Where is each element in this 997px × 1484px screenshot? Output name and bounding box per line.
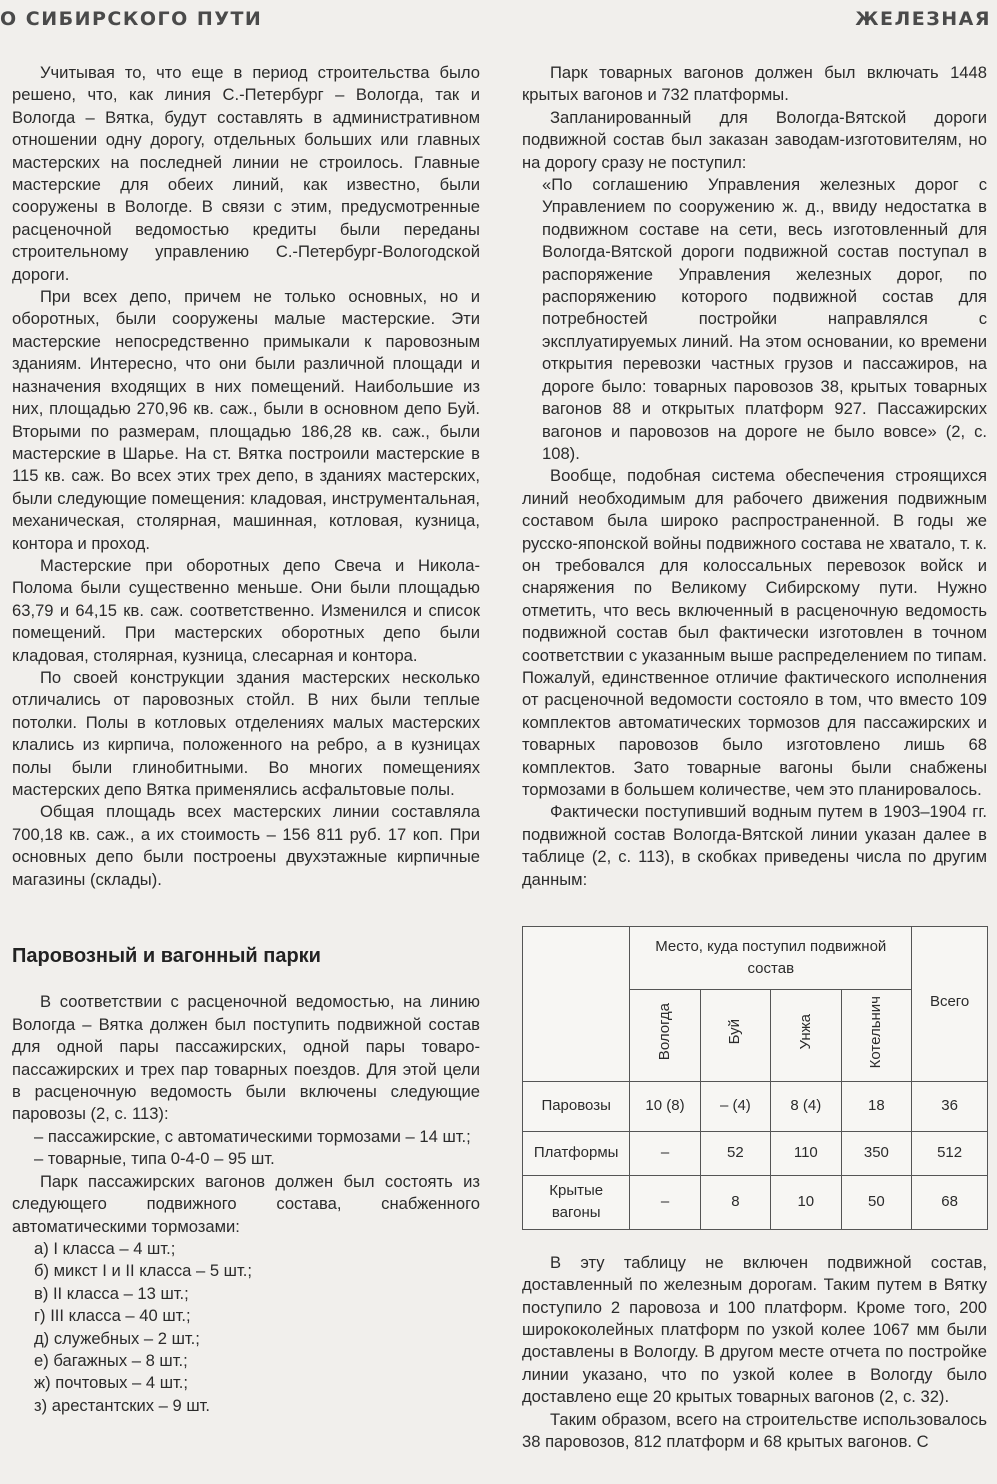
paragraph: По своей конструкции здания мастерских несколько отличались от паровозных стойл. В них были теплые потолки. Полы в котловых отделениях малых мастерских клались из кирпича, положенного на ребро, а в кузницах полы были глинобитными. Во многих помещениях мастерских депо Вятка применялись асфальтовые полы. bbox=[12, 667, 480, 799]
table-row bbox=[523, 1176, 988, 1230]
wagon-class-list bbox=[12, 1238, 480, 1417]
table-cell: 512 bbox=[912, 1132, 988, 1176]
table-row-label: Паровозы bbox=[523, 1082, 630, 1132]
table-row bbox=[523, 1082, 988, 1132]
table-cell: 8 bbox=[700, 1176, 770, 1230]
table-cell: 18 bbox=[841, 1082, 912, 1132]
list-item: – пассажирские, с автоматическими тормозами – 14 шт.; bbox=[34, 1126, 471, 1146]
table-cell: – bbox=[630, 1132, 700, 1176]
paragraph: Мастерские при оборотных депо Свеча и Никола-Полома были существенно меньше. Они были площадью 63,79 и 64,15 кв. саж. соответственно. Изменился и список помещений. При мастерских оборотных депо были кладовая, столярная, кузница, слесарная и контора. bbox=[12, 555, 480, 665]
table-cell: – bbox=[630, 1176, 700, 1230]
paragraph: В эту таблицу не включен подвижной состав, доставленный по железным дорогам. Таким путем в Вятку поступило 2 паровоза и 100 платформ. Кроме того, 200 ширококолейных платформ по узкой колее 1067 мм были доставлены в Вологду. В другом месте отчета по постройке линии указано, что по узкой колее в Вологду было доставлено еще 20 крытых товарных вагонов (2, с. 32). bbox=[522, 1252, 987, 1407]
table-column-header: Унжа bbox=[796, 1014, 814, 1050]
table-row-label: Платформы bbox=[523, 1132, 630, 1176]
paragraph: Парк пассажирских вагонов должен был состоять из следующего подвижного состава, снабженного автоматическими тормозами: bbox=[12, 1171, 480, 1236]
list-item: в) II класса – 13 шт.; bbox=[34, 1283, 189, 1303]
list-item: б) микст I и II класса – 5 шт.; bbox=[34, 1261, 252, 1281]
table-cell: 10 (8) bbox=[630, 1082, 700, 1132]
section-heading: Паровозный и вагонный парки bbox=[12, 945, 321, 968]
paragraph: Учитывая то, что еще в период строительства было решено, что, как линия С.-Петербург – Вологда, так и Вологда – Вятка, будут составлять в административном отношении одну дорогу, отдельных больших или главных мастерских на последней линии не строилось. Главные мастерские для обеих линий, как известно, были сооружены в Вологде. В связи с этим, предусмотренные расценочной ведомостью кредиты были переданы строительному управлению С.-Петербург-Вологодской дороги. bbox=[12, 63, 480, 284]
paragraph: Фактически поступивший водным путем в 1903–1904 гг. подвижной состав Вологда-Вятской линии указан далее в таблице (2, с. 113), в скобках приведены числа по другим данным: bbox=[522, 802, 987, 889]
running-header-left: О СИБИРСКОГО ПУТИ bbox=[0, 8, 263, 30]
right-column bbox=[522, 62, 987, 1454]
paragraph: В соответствии с расценочной ведомостью, на линию Вологда – Вятка должен был поступить подвижной состав для одной пары пассажирских, одной пары товаро-пассажирских и трех пар товарных поездов. Для этой цели в расценочную ведомость были включены следующие паровозы (2, с. 113): bbox=[12, 992, 480, 1124]
table-cell: 350 bbox=[841, 1132, 912, 1176]
table-row-label: Крытые вагоны bbox=[523, 1176, 630, 1230]
table-cell: 110 bbox=[771, 1132, 842, 1176]
locomotive-list bbox=[12, 1126, 480, 1171]
table-row bbox=[523, 1132, 988, 1176]
paragraph: При всех депо, причем не только основных, но и оборотных, были сооружены малые мастерские. Эти мастерские непосредственно примыкали к паровозным зданиям. Интересно, что они были различной площади и назначения входящих в них помещений. Наибольшие из них, площадью 270,96 кв. саж., были в основном депо Буй. Вторыми по размерам, площадью 186,28 кв. саж., были мастерские в Шарье. На ст. Вятка построили мастерские в 115 кв. саж. Во всех этих трех депо, в зданиях мастерских, были следующие помещения: кладовая, инструментальная, механическая, столярная, машинная, котловая, кузница, контора и проход. bbox=[12, 287, 480, 553]
table-cell: 10 bbox=[771, 1176, 842, 1230]
paragraph: Вообще, подобная система обеспечения строящихся линий необходимым для рабочего движения подвижным составом была широко распространенной. В годы же русско-японской войны подвижного состава не хватало, т. к. он требовался для колоссальных перевозок войск и снаряжения по Великому Сибирскому пути. Нужно отметить, что весь включенный в расценочную ведомость подвижной состав был фактически изготовлен в точном соответствии с указанным выше распределением по типам. Пожалуй, единственное отличие фактического исполнения от расценочной ведомости состояло в том, что вместо 109 комплектов автоматических тормозов для пассажирских и товарных паровозов было изготовлено лишь 68 комплектов. Зато товарные вагоны были снабжены тормозами в большем количестве, чем это планировалось. bbox=[522, 466, 987, 799]
table-group-header: Место, куда поступил подвижной состав bbox=[630, 927, 912, 990]
quotation: «По соглашению Управления железных дорог с Управлением по сооружению ж. д., ввиду недостатка в подвижном составе на сети, весь изготовленный для Вологда-Вятской дороги подвижной состав поступал в распоряжение Управления железных дорог, по распоряжению которого подвижной состав для потребностей постройки направлялся с эксплуатируемых линий. На этом основании, ко времени открытия перевозки частных грузов и пассажиров, на дороге было: товарных паровозов 38, крытых товарных вагонов 88 и открытых платформ 927. Пассажирских вагонов и паровозов на дороге не было вовсе» (2, с. 108). bbox=[542, 175, 987, 463]
table-total-header: Всего bbox=[912, 927, 988, 1082]
table-column-header: Котельнич bbox=[867, 995, 885, 1068]
table-column-header: Буй bbox=[726, 1019, 744, 1045]
table-cell: 68 bbox=[912, 1176, 988, 1230]
paragraph: Запланированный для Вологда-Вятской дороги подвижной состав был заказан заводам-изготовителям, но на дорогу сразу не поступил: bbox=[522, 107, 987, 172]
paragraph: Парк товарных вагонов должен был включать 1448 крытых вагонов и 732 платформы. bbox=[522, 63, 987, 105]
paragraph: Таким образом, всего на строительстве использовалось 38 паровозов, 812 платформ и 68 крытых вагонов. С bbox=[522, 1409, 987, 1452]
table-cell: 52 bbox=[700, 1132, 770, 1176]
table-cell: 50 bbox=[841, 1176, 912, 1230]
table-corner-cell bbox=[523, 927, 630, 1082]
list-item: – товарные, типа 0-4-0 – 95 шт. bbox=[34, 1149, 275, 1169]
running-header-right: ЖЕЛЕЗНАЯ bbox=[855, 8, 991, 30]
list-item: ж) почтовых – 4 шт.; bbox=[34, 1373, 188, 1393]
left-column bbox=[12, 62, 480, 1417]
list-item: з) арестантских – 9 шт. bbox=[34, 1395, 211, 1415]
table-column-header: Вологда bbox=[655, 1003, 673, 1061]
list-item: д) служебных – 2 шт.; bbox=[34, 1328, 200, 1348]
list-item: е) багажных – 8 шт.; bbox=[34, 1350, 188, 1370]
table-cell: 36 bbox=[912, 1082, 988, 1132]
list-item: г) III класса – 40 шт.; bbox=[34, 1306, 191, 1326]
paragraph: Общая площадь всех мастерских линии составляла 700,18 кв. саж., а их стоимость – 156 811 руб. 17 коп. При основных депо были построены двухэтажные кирпичные магазины (склады). bbox=[12, 802, 480, 889]
rolling-stock-table bbox=[522, 926, 988, 1230]
table-cell: – (4) bbox=[700, 1082, 770, 1132]
list-item: а) I класса – 4 шт.; bbox=[34, 1238, 176, 1258]
table-cell: 8 (4) bbox=[771, 1082, 842, 1132]
